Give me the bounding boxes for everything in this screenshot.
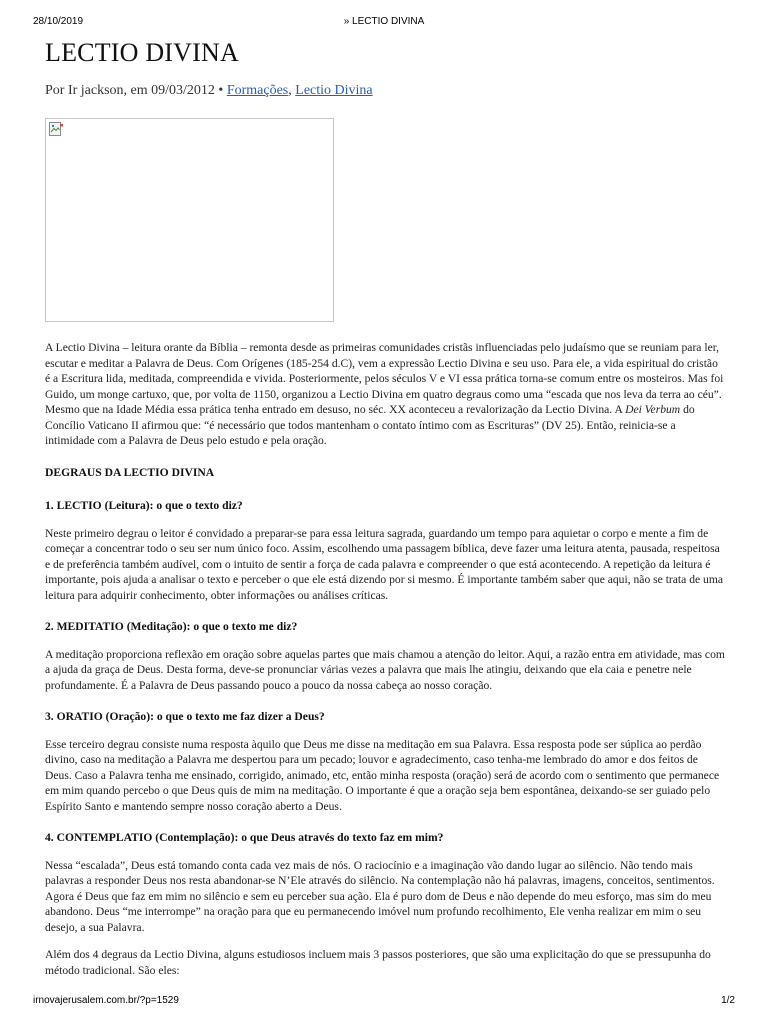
category-separator: , [288, 83, 296, 98]
print-footer [0, 995, 768, 1009]
article [45, 36, 725, 978]
step-3-text: Esse terceiro degrau consiste numa resposta àquilo que Deus me disse na meditação em sua Palavra. Essa resposta pode ser súplica ao perdão divino, caso na meditação a Palavra me despertou para um pecado; louvor e agradecimento, caso tenha-me lembrado do amor e dos feitos de Deus. Caso a Palavra tenha me ensinado, corrigido, animado, etc, então minha resposta (oração) será de acordo com o sentimento que permanece em mim quando percebo o que Deus quis de mim na meditação. O importante é que a oração seja bem espontânea, deixando-se ser guiado pelo Espírito Santo e mantendo sempre nosso coração aberto a Deus. [45, 737, 720, 813]
category-link-formacoes[interactable]: Formações [226, 83, 289, 98]
print-page-number: 1/2 [721, 995, 735, 1006]
broken-image-icon [48, 121, 64, 137]
print-date: 28/10/2019 [33, 16, 84, 27]
article-title: LECTIO DIVINA [45, 38, 239, 67]
author-date: Por Ir jackson, em 09/03/2012 • [45, 83, 227, 98]
step-2-text: A meditação proporciona reflexão em oração sobre aquelas partes que mais chamou a atenção do leitor. Aqui, a razão entra em atividade, mas com a ajuda da graça de Deus. Desta forma, deve-se pronunciar várias vezes a palavra que mais lhe atingiu, deixando que ela caia e penetre nele profundamente. É a Palavra de Deus passando pouco a pouco da nossa cabeça ao nosso coração. [45, 647, 725, 692]
category-link-lectio-divina[interactable]: Lectio Divina [295, 83, 373, 98]
section-heading: DEGRAUS DA LECTIO DIVINA [45, 465, 215, 479]
print-header [0, 16, 768, 30]
print-url: irnovajerusalem.com.br/?p=1529 [33, 995, 179, 1006]
step-1-text: Neste primeiro degrau o leitor é convidado a preparar-se para essa leitura sagrada, guardando um tempo para aquietar o corpo e mente a fim de começar a concentrar todo o seu ser num único foco. Assim, escolhendo uma passagem bíblica, deve fazer uma leitura atenta, pausada, respeitosa e de preferência também audível, com o intuito de sentir a força de cada palavra e compreender o que está acontecendo. A repetição da leitura é importante, pois ajuda a analisar o texto e perceber o que ele está dizendo por si mesmo. É importante também saber que aqui, não se trata de uma leitura para adquirir conhecimento, obter informações ou análises críticas. [45, 526, 723, 602]
step-3-heading: 3. ORATIO (Oração): o que o texto me faz dizer a Deus? [45, 710, 325, 723]
step-4-heading: 4. CONTEMPLATIO (Contemplação): o que Deus através do texto faz em mim? [45, 831, 444, 844]
dei-verbum-italic: Dei Verbum [625, 403, 681, 416]
step-4-text: Nessa “escalada”, Deus está tomando conta cada vez mais de nós. O raciocínio e a imaginação vão dando lugar ao silêncio. Não tendo mais palavras a responder Deus nos resta abandonar-se N’Ele através do silêncio. Na contemplação não há palavras, imagens, conceitos, sentimentos. Agora é Deus que faz em mim no silêncio e sem eu perceber sua ação. Ela é puro dom de Deus e não depende do meu esforço, mas sim do meu abandono. Deus “me interrompe” na oração para que eu permanecendo imóvel num profundo recolhimento, Ele venha realizar em mim o seu desejo, a sua Palavra. [45, 858, 715, 934]
intro-paragraph: A Lectio Divina – leitura orante da Bíblia – remonta desde as primeiras comunidades cristãs influenciadas pelo judaísmo que se reuniam para ler, escutar e meditar a Palavra de Deus. Com Orígenes (185-254 d.C), vem a expressão Lectio Divina e seu uso. Para ele, a vida espiritual do cristão é a Escritura lida, meditada, compreendida e vivida. Posteriormente, pelos séculos V e VI essa prática torna-se comum entre os mosteiros. Mas foi Guido, um monge cartuxo, que, por volta de 1150, organizou a Lectio Divina em quatro degraus como uma “escada que nos leva da terra ao céu”. Mesmo que na Idade Média essa prática tenha entrado em desuso, no séc. XX aconteceu a revalorização da Lectio Divina. A Dei Verbum do Concílio Vaticano II afirmou que: “é necessário que todos mantenham o contato íntimo com as Escrituras” (DV 25). Então, reinicia-se a intimidade com a Palavra de Deus pelo estudo e pela oração. [45, 341, 724, 447]
step-1-heading: 1. LECTIO (Leitura): o que o texto diz? [45, 499, 243, 512]
closing-paragraph: Além dos 4 degraus da Lectio Divina, alguns estudiosos incluem mais 3 passos posteriores, que são uma explicitação do que se pressupunha do método tradicional. São eles: [45, 948, 711, 977]
article-image-placeholder [45, 118, 334, 322]
step-2-heading: 2. MEDITATIO (Meditação): o que o texto me diz? [45, 620, 298, 633]
print-page-title: » LECTIO DIVINA [343, 16, 425, 27]
article-meta [45, 82, 725, 100]
